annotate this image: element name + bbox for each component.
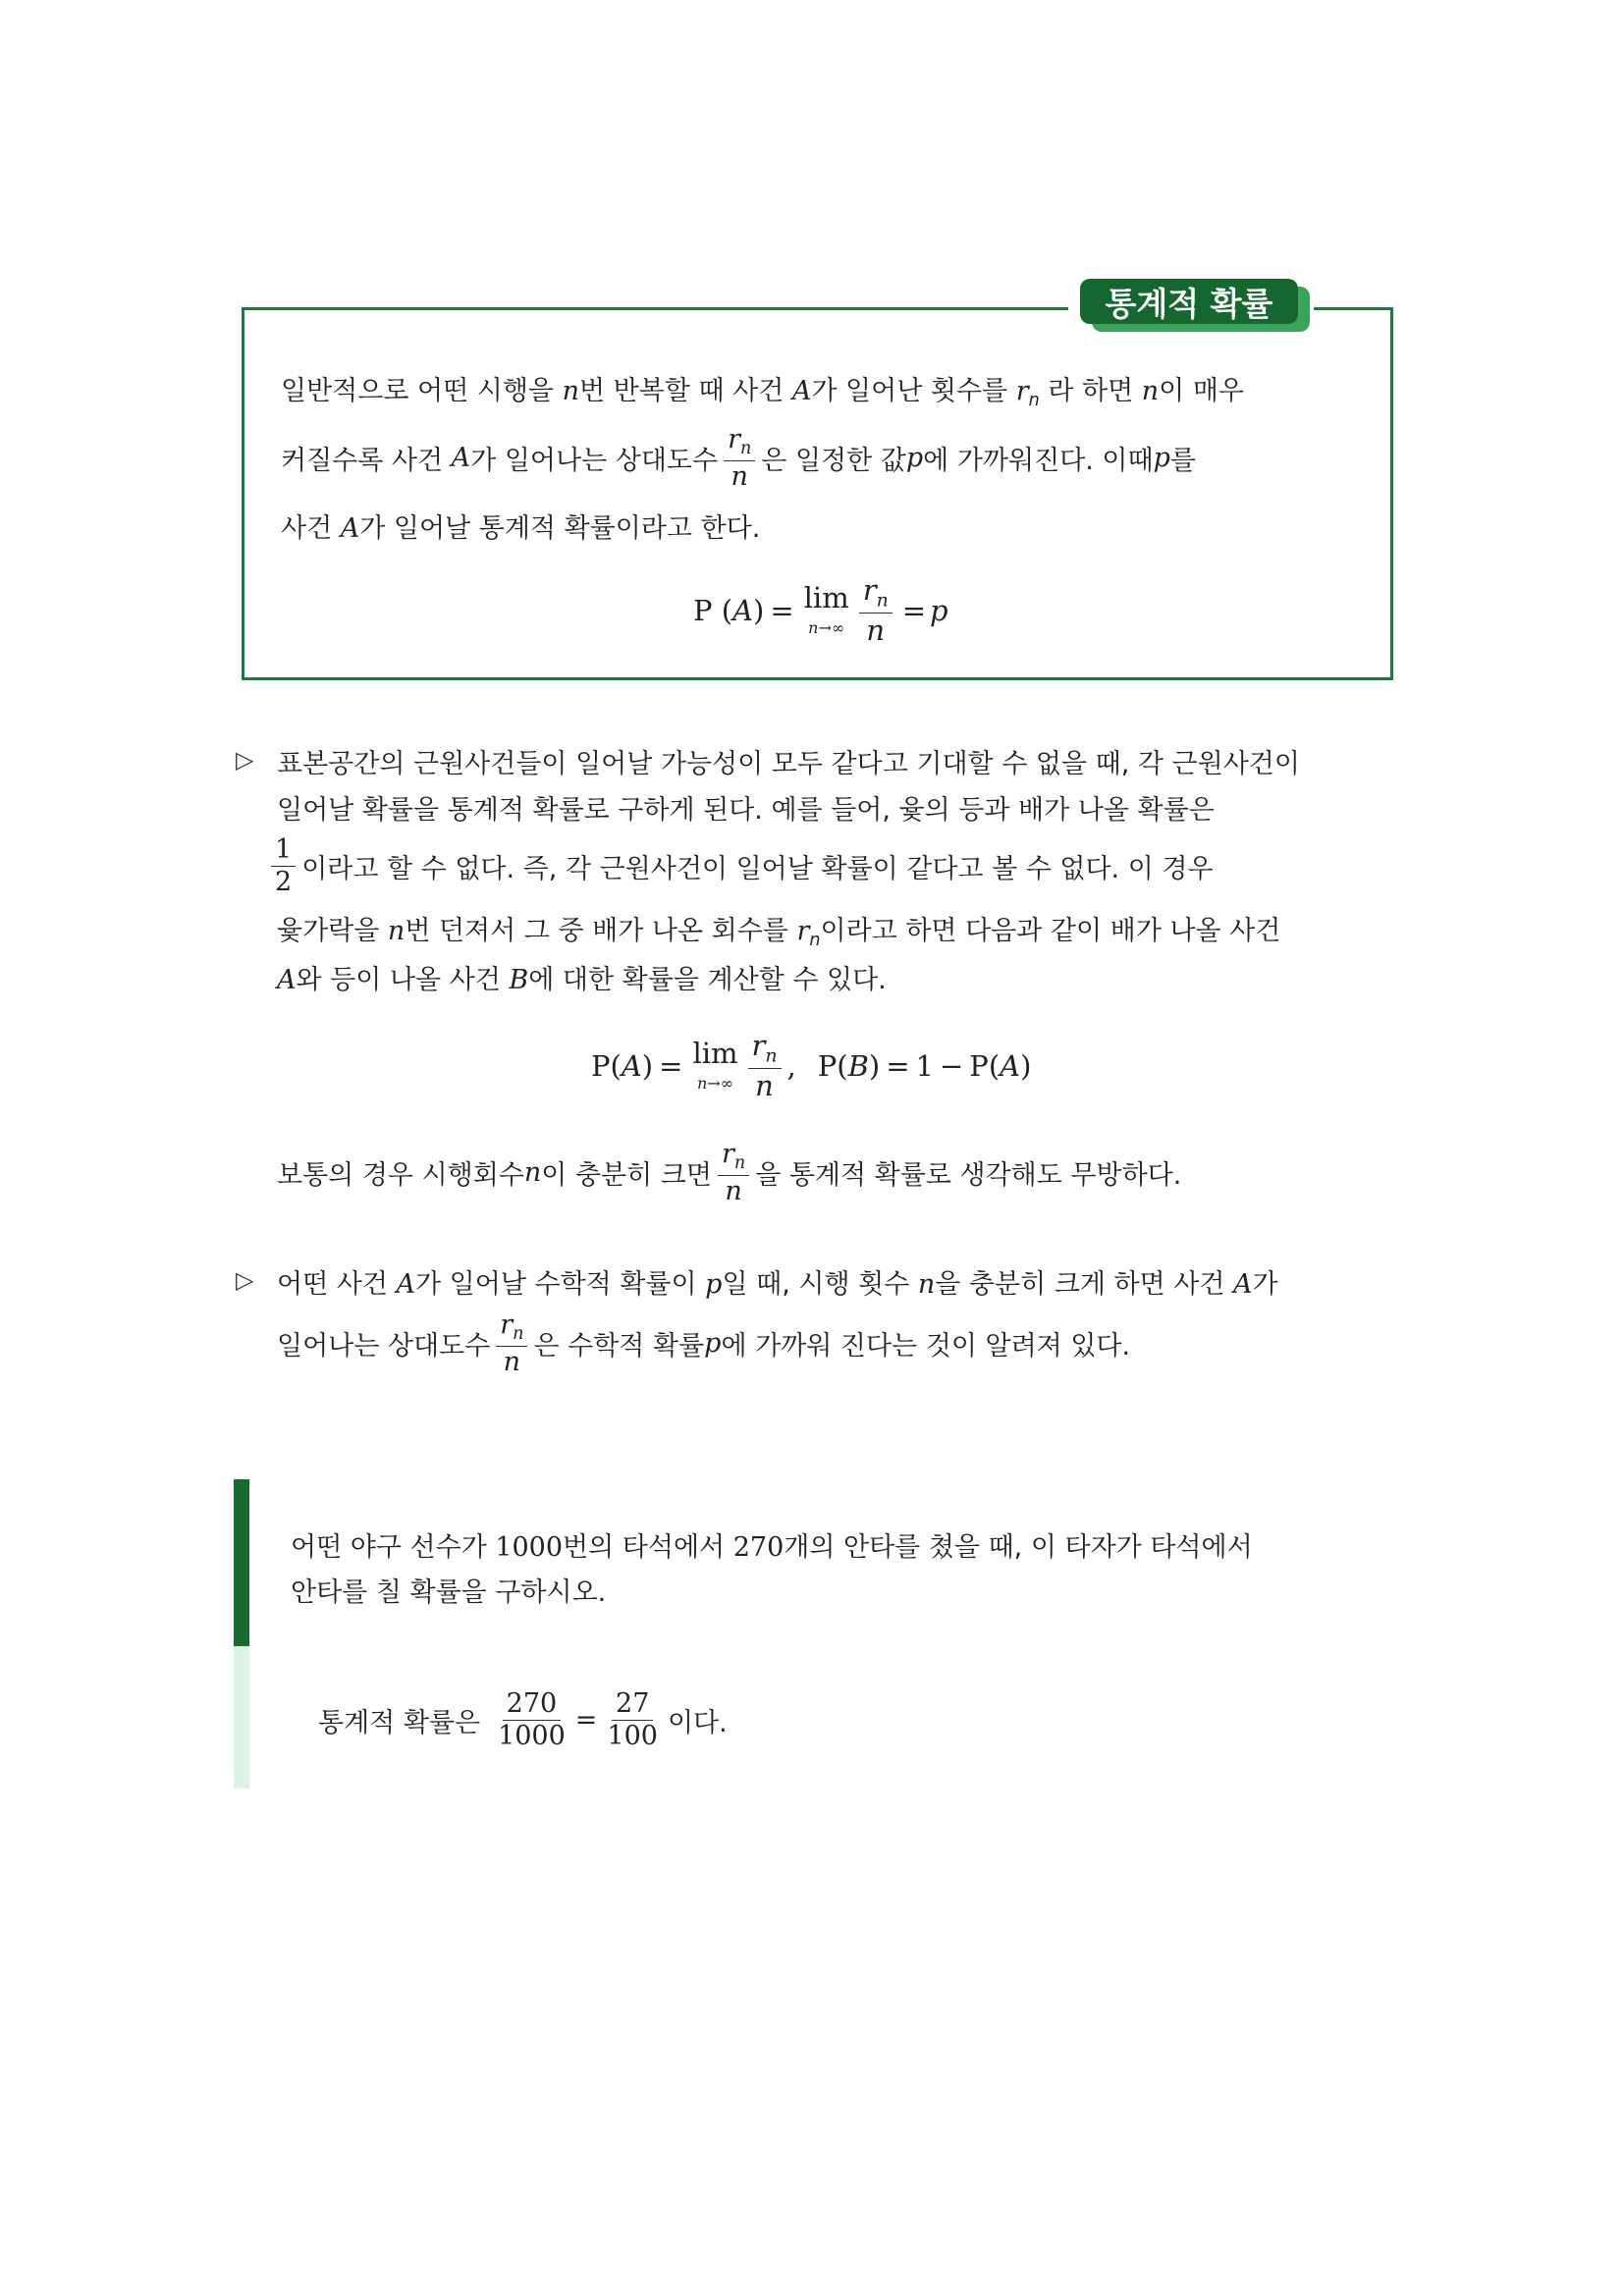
note1-line-5: A와 등이 나올 사건 B에 대한 확률을 계산할 수 있다. [277, 965, 887, 995]
note1-bullet: ▷ [236, 746, 254, 774]
note1-line-3: $\frac{1}{2}$ 이라고 할 수 없다. 즉, 각 근원사건이 일어날 확률이 같다고 볼 수 없다. 이 경우 [271, 836, 1214, 897]
note1-line-4: 윷가락을 n번 던져서 그 중 배가 나온 회수를 $r_n$이라고 하면 다음과 같이 배가 나올 사건 [277, 916, 1281, 951]
note2-line-1: 어떤 사건 A가 일어날 수학적 확률이 p일 때, 시행 횟수 n을 충분히 크게 하면 사건 A가 [277, 1269, 1278, 1300]
note1-formula: P ( A ) = lim n→∞ $\frac{r_n}{n}$ , P ( B ) = 1 − P ( A ) [591, 1029, 1032, 1103]
example-question-bar [234, 1479, 249, 1646]
definition-title: 통계적 확률 [1080, 279, 1298, 324]
note1-line-6: 보통의 경우 시행회수 n 이 충분히 크면 $\frac{r_n}{n}$ 을 통계적 확률로 생각해도 무방하다. [277, 1139, 1182, 1206]
definition-line-3: 사건 A가 일어날 통계적 확률이라고 한다. [281, 513, 761, 544]
note2-bullet: ▷ [236, 1266, 254, 1294]
note1-line-2: 일어날 확률을 통계적 확률로 구하게 된다. 예를 들어, 윷의 등과 배가 나올 확률은 [277, 795, 1215, 826]
example-answer: 통계적 확률은 $\frac{270}{1000}$ = $\frac{27}{100}$ 이다. [318, 1688, 728, 1752]
relative-frequency-fraction: $\frac{r_n}{n}$ [724, 426, 755, 491]
definition-line-1: 일반적으로 어떤 시행을 n번 반복할 때 사건 A가 일어난 횟수를 $r_n$ 라 하면 n이 매우 [281, 376, 1244, 411]
note2-line-2: 일어나는 상대도수 $\frac{r_n}{n}$ 은 수학적 확률 p 에 가까워 진다는 것이 알려져 있다. [277, 1309, 1131, 1377]
example-question-line-2: 안타를 칠 확률을 구하시오. [291, 1577, 607, 1608]
example-question-line-1: 어떤 야구 선수가 1000번의 타석에서 270개의 안타를 쳤을 때, 이 타자가 타석에서 [291, 1532, 1253, 1563]
definition-formula: P ( A ) = lim n→∞ $\frac{r_n}{n}$ = p [693, 573, 948, 648]
example-answer-bar [234, 1646, 249, 1789]
note1-line-1: 표본공간의 근원사건들이 일어날 가능성이 모두 같다고 기대할 수 없을 때, 각 근원사건이 [277, 749, 1300, 779]
definition-line-2: 커질수록 사건 A 가 일어나는 상대도수 $\frac{r_n}{n}$ 은 일정한 값 p 에 가까워진다. 이때 p 를 [281, 424, 1196, 492]
